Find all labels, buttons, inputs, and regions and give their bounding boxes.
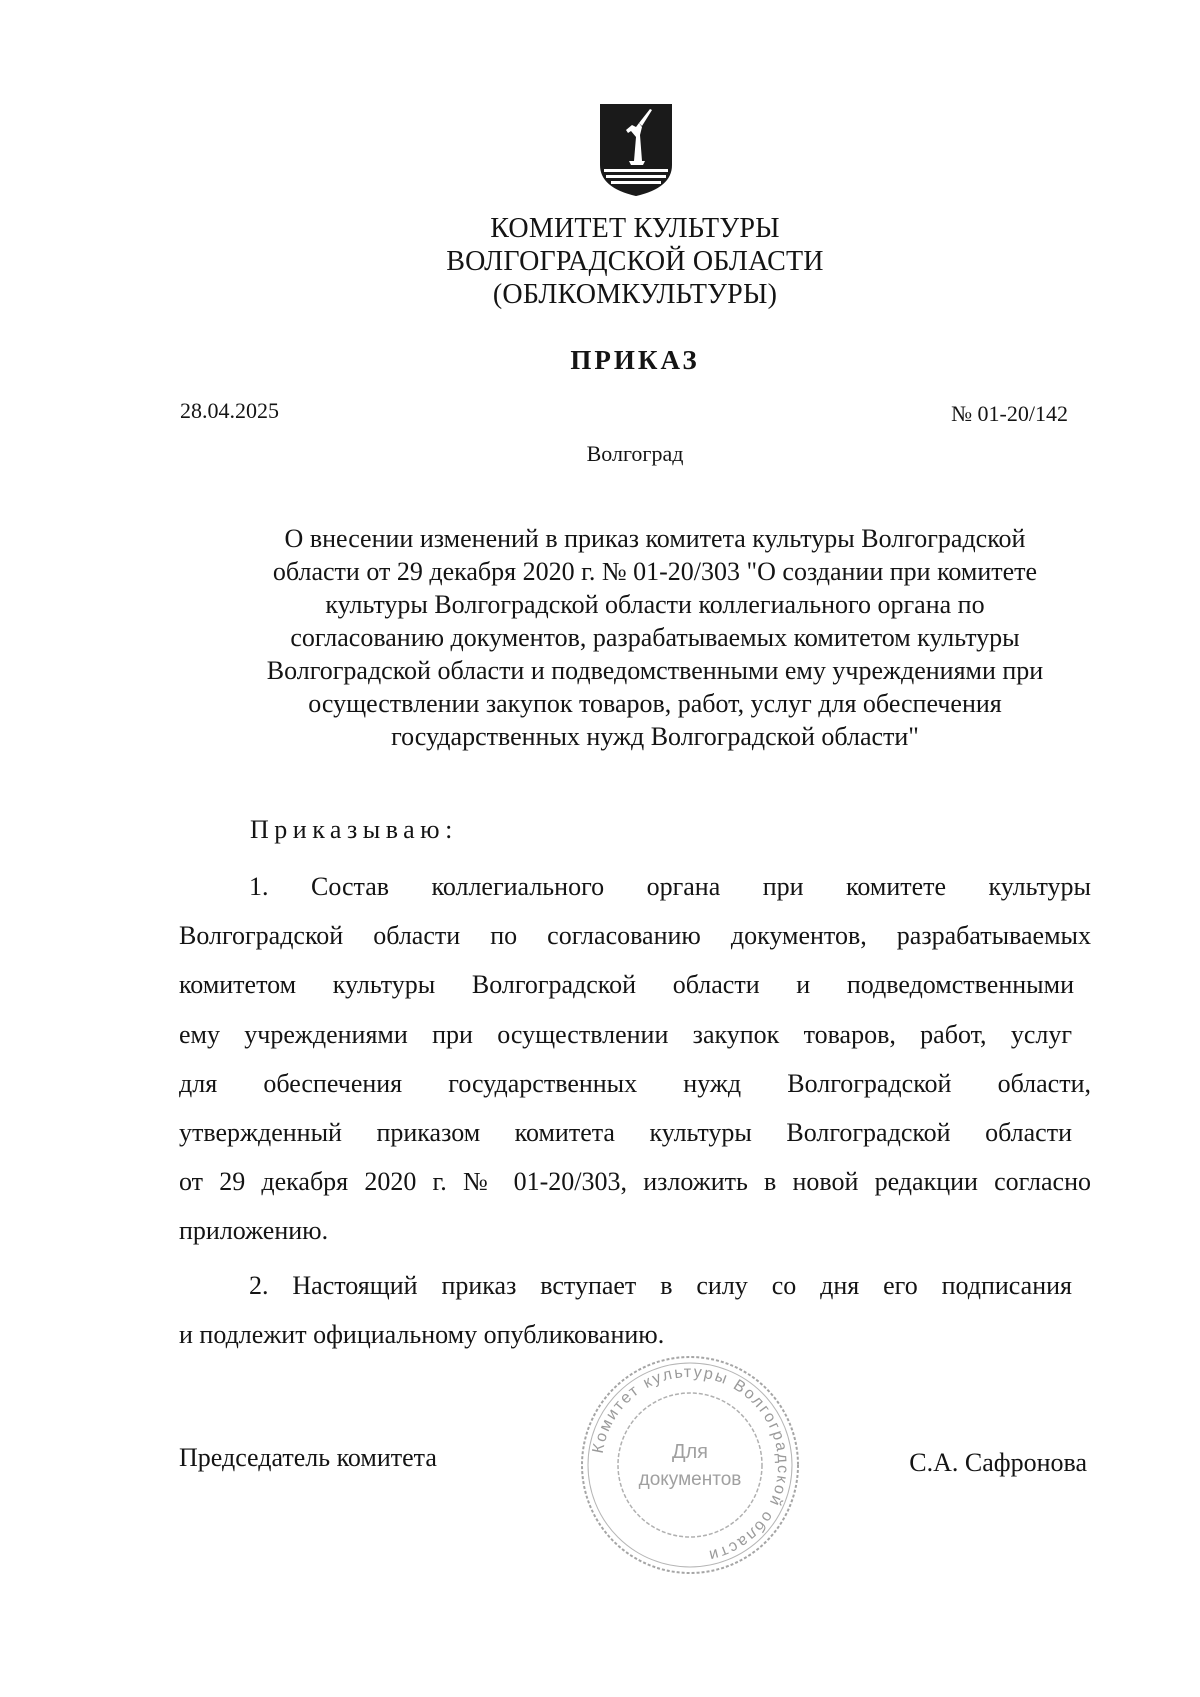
- signatory-position: Председатель комитета: [179, 1443, 437, 1472]
- organization-line: КОМИТЕТ КУЛЬТУРЫ: [490, 213, 780, 244]
- paragraph-line: приложению.: [179, 1216, 329, 1246]
- svg-text:Комитет культуры Волгоградской: [590, 1364, 791, 1564]
- subject-line: Волгоградской области и подведомственными ему учреждениями при: [266, 656, 1044, 685]
- paragraph-line: от 29 декабря 2020 г. № 01-20/303, изложить в новой редакции согласно: [179, 1167, 1091, 1197]
- document-date: 28.04.2025: [180, 398, 279, 423]
- paragraph-line: для обеспечения государственных нужд Волгоградской области,: [179, 1068, 1091, 1098]
- coat-of-arms-emblem-icon: [598, 103, 674, 197]
- organization-name: [0, 212, 1200, 311]
- signatory-name: С.А. Сафронова: [909, 1448, 1087, 1477]
- subject-line: осуществлении закупок товаров, работ, услуг для обеспечения: [308, 689, 1002, 718]
- paragraph-line: 2. Настоящий приказ вступает в силу со дня его подписания: [249, 1270, 1072, 1300]
- paragraph-line: ему учреждениями при осуществлении закупок товаров, работ, услуг: [179, 1019, 1072, 1049]
- organization-line: ВОЛГОГРАДСКОЙ ОБЛАСТИ: [446, 246, 824, 277]
- paragraph-line: комитетом культуры Волгоградской области и подведомственными: [179, 970, 1074, 1000]
- paragraph-1: [179, 862, 1091, 1256]
- paragraph-2: [179, 1261, 1091, 1359]
- official-seal-stamp: [575, 1350, 805, 1580]
- document-subject: [200, 522, 1110, 753]
- subject-line: О внесении изменений в приказ комитета культуры Волгоградской: [284, 524, 1026, 553]
- document-number: № 01-20/142: [951, 401, 1068, 426]
- subject-line: государственных нужд Волгоградской области": [391, 722, 919, 751]
- paragraph-line: 1. Состав коллегиального органа при комитете культуры: [249, 872, 1091, 901]
- subject-line: культуры Волгоградской области коллегиального органа по: [325, 590, 985, 619]
- order-directive: Приказываю:: [250, 815, 458, 844]
- paragraph-line: Волгоградской области по согласованию документов, разрабатываемых: [179, 921, 1091, 951]
- document-type: ПРИКАЗ: [570, 345, 700, 375]
- document-body: [179, 862, 1091, 1359]
- stamp-ring-text: Комитет культуры Волгоградской области: [589, 1363, 792, 1565]
- subject-line: согласованию документов, разрабатываемых комитетом культуры: [290, 623, 1020, 652]
- stamp-center-text: Для: [671, 1441, 709, 1463]
- document-city: Волгоград: [586, 441, 684, 466]
- paragraph-line: утвержденный приказом комитета культуры Волгоградской области: [179, 1117, 1072, 1147]
- stamp-center-text: документов: [638, 1469, 742, 1490]
- paragraph-line: и подлежит официальному опубликованию.: [179, 1319, 665, 1349]
- organization-line: (ОБЛКОМКУЛЬТУРЫ): [492, 279, 778, 310]
- subject-line: области от 29 декабря 2020 г. № 01-20/303 "О создании при комитете: [272, 557, 1038, 586]
